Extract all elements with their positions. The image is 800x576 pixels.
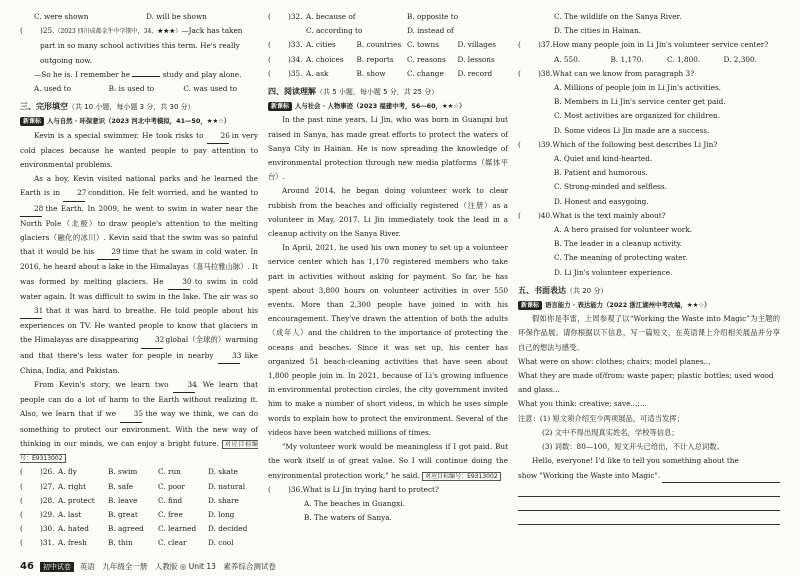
option-d: D. will be shown — [146, 12, 207, 21]
q40-option-d: D. Li Jin's volunteer experience. — [554, 267, 673, 277]
answer-line[interactable] — [518, 511, 780, 525]
question-38: ( )38. What can we know from paragraph 3? — [518, 68, 695, 78]
q27: ( )27. A. right B. safe C. poor D. natural — [20, 481, 246, 491]
q36-option-b: B. The waters of Sanya. — [304, 513, 392, 523]
q33: ( )33. A. cities B. countries C. towns D. villages — [268, 40, 496, 50]
writing-prompt: 假如你是李雷，上周参观了以“Working the Waste into Magic”为主题的环保作品展。请你根据以下信息，写一篇短文，在英语课上介绍相关展品并分享自己的想法与感受。 — [518, 314, 780, 352]
reading-para-3: In April, 2021, he used his own money to set up a volunteer service center which has 1,170 registered members who take part in activities without asking for payment. So far, he has spent about 3,800 hours on volunteer activities in over 550 events. More than 2,300 people have joined in with his encouragement. They've drawn the attention of both the adults（成年人）and the children to the importance of protecting the oceans and beaches. Since it was set up, his center has organized 51 beach-cleaning activities that have seen about 1,800 people join in. In 2021, because of Li's growing influence in environmental protection circles, the city government invited him to make a number of short videos, in which he uses simple words to explain how to protect the environment. Several of the videos have been watched millions of times. — [268, 243, 508, 437]
writing-start: Hello, everyone! I'd like to tell you something about the — [532, 456, 739, 466]
q38-option-c: C. Most activities are organized for children. — [554, 111, 721, 121]
q24-options — [20, 10, 258, 24]
q39-option-a: A. Quiet and kind-hearted. — [554, 154, 653, 164]
cloze-passage: Kevin is a special swimmer. He took risks to 26 in very cold places because he wanted people to pay attention to environmental problems. — [20, 130, 258, 170]
q38-option-d: D. Some videos Li Jin made are a success. — [554, 125, 710, 135]
cloze-passage-2: As a boy, Kevin visited national parks and he learned the Earth is in 27 condition. He felt worried, and he wanted to 28 the Earth. In 2009, he went to swim in water near the North Pole（北极）to draw people's attention to the melting glaciers（融化的冰川）. Kevin said that the swim was so painful that it would be his 29 time that he swam in cold water. In 2016, he heard about a lake in the Himalayas（喜马拉雅山脉）. It was formed by melting glaciers. He 30 to swim in cold water again. It was difficult to swim in the lake. The air was so 31 that it was hard to breathe. He told people about his experiences on TV. He wanted people to know that glaciers in the Himalayas are disappearing 32 global（全球的）warming and that there's less water for people in nearby 33 like China, India, and Pakistan. — [20, 174, 259, 375]
q39-option-d: D. Honest and easygoing. — [554, 196, 649, 206]
footer-text: 英语 九年级全一册 人教版 ◎ Unit 13 素养综合测试卷 — [79, 562, 276, 571]
writing-hint: What you think: creative; save...;... — [518, 399, 647, 409]
option-c: C. were shown — [34, 12, 89, 21]
q38-option-a: A. Millions of people join in Li Jin's activities. — [554, 83, 722, 93]
q39-option-c: C. Strong-minded and selfless. — [554, 182, 667, 192]
question-40: ( )40. What is the text mainly about? — [518, 210, 666, 220]
question-39: ( )39. Which of the following best describes Li Jin? — [518, 139, 718, 149]
section-5-title: 五、书面表达（共 20 分） — [518, 285, 608, 295]
q37-options: A. 550. B. 1,170. C. 1,800. D. 2,300. — [554, 54, 757, 64]
q39-option-b: B. Patient and humorous. — [554, 168, 648, 178]
q31: ( )31. A. fresh B. thin C. clear D. cool — [20, 538, 234, 548]
cloze-passage-3: From Kevin's story, we learn two 34. We learn that people can do a lot of harm to the Earth without realizing it. Also, we learn that if we 35 the way we think, we can do something to protect our environment. With the new way of thinking in our minds, we can enjoy a bright future. 对应目标编号：E9313002 — [20, 380, 258, 463]
column-middle — [268, 10, 508, 525]
q30: ( )30. A. hated B. agreed C. learned D. decided — [20, 524, 248, 534]
section-4-title: 四、阅读理解（共 5 小题，每小题 5 分，共 25 分） — [268, 87, 439, 97]
answer-line[interactable] — [518, 483, 780, 497]
answer-line[interactable] — [518, 497, 780, 511]
answer-line[interactable] — [662, 469, 780, 483]
section-5-tag: 新课标 语言能力 · 表达能力（2022 浙江湖州中考改编，★★☆） — [518, 298, 780, 312]
writing-note: 注意：(1) 短文须介绍至少两项展品，可适当发挥； — [518, 413, 684, 423]
q28: ( )28. A. protect B. leave C. find D. share — [20, 495, 239, 505]
writing-start-line: show "Working the Waste into Magic". — [518, 469, 780, 483]
writing-hint: What were on show: clothes; chairs; model planes... — [518, 356, 711, 366]
reading-para-4: "My volunteer work would be meaningless if I got paid. But the work itself is of great value. So I will continue doing the environmental protection work," he said. 对应目标编号：E9313002 — [268, 442, 508, 480]
column-left — [20, 10, 258, 551]
column-right — [518, 10, 780, 525]
q40-option-b: B. The leader in a cleanup activity. — [554, 239, 683, 249]
question-25: ( )25.（2023 四川成都金牛中学期中，34，★★★）—Jack has taken part in so many school activities this term. He's really outgoing now. — [20, 26, 243, 65]
q29: ( )29. A. last B. great C. free D. long — [20, 509, 235, 519]
reading-para-2: Around 2014, he began doing volunteer work to clear rubbish from the beaches and officially registered（注册）as a volunteer in May, 2017. Li Jin immediately took the lead in a cleanup activity on the Sanya River. — [268, 186, 508, 239]
q25-reply: —So he is. I remember he study and play alone. — [34, 69, 242, 79]
question-36: ( )36. What is Li Jin trying hard to protect? — [268, 484, 439, 494]
reading-para-1: In the past nine years, Li Jin, who was born in Guangxi but raised in Sanya, has made great efforts to protect the waters of Sanya City in Hainan. He is now spreading the knowledge of environmental protection through new media platforms（媒体平台）. — [268, 115, 508, 182]
q32: ( )32. A. because of B. opposite to — [268, 12, 459, 21]
page-footer — [20, 561, 276, 572]
writing-hint: What they are made of/from: waste paper; plastic bottles; used wood and glass... — [518, 371, 774, 395]
q36-option-c: C. The wildlife on the Sanya River. — [554, 12, 682, 21]
q34: ( )34. A. choices B. reports C. reasons D. lessons — [268, 54, 495, 64]
q40-option-c: C. The meaning of protecting water. — [554, 253, 688, 263]
q40-option-a: A. A hero praised for volunteer work. — [554, 225, 693, 235]
target-code: 对应目标编号：E9313002 — [20, 440, 258, 463]
q36-option-a: A. The beaches in Guangxi. — [304, 498, 405, 508]
q26: ( )26. A. fly B. swim C. run D. skate — [20, 467, 238, 477]
q25-options: A. used to B. is used to C. was used to — [34, 84, 238, 94]
question-37: ( )37. How many people join in Li Jin's volunteer service center? — [518, 40, 769, 50]
writing-note: (2) 文中不得出现真实姓名，学校等信息； — [542, 427, 679, 437]
q36-option-d: D. The cities in Hainan. — [554, 26, 641, 36]
series-label: 初中试卷 — [40, 562, 74, 572]
section-3-tag: 新课标 人与自然 · 环保意识（2023 河北中考模拟，41—50，★★☆） — [20, 114, 258, 128]
q38-option-b: B. Members in Li Jin's service center get paid. — [554, 97, 726, 107]
page-number: 46 — [20, 561, 34, 572]
section-3-title: 三、完形填空（共 10 小题，每小题 3 分，共 30 分） — [20, 102, 195, 112]
q32-more: C. according to D. instead of — [306, 26, 454, 36]
target-code: 对应目标编号：E9313002 — [422, 472, 501, 481]
section-4-tag: 新课标 人与社会 · 人物事迹（2023 福建中考，56—60，★★☆） — [268, 99, 508, 113]
writing-note: (3) 词数：80—100，短文开头已给出，不计入总词数。 — [542, 442, 724, 452]
q35: ( )35. A. ask B. show C. change D. record — [268, 68, 493, 78]
cloze-options — [20, 465, 258, 550]
